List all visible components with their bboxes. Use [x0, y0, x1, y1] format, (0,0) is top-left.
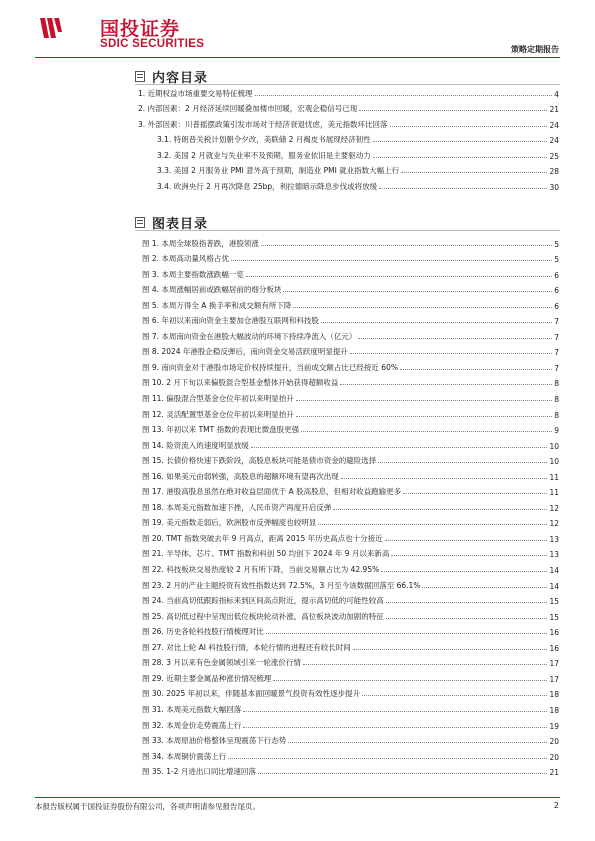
figure-entry-page: 8: [554, 379, 559, 389]
dot-leader: [255, 95, 553, 96]
figure-entry-label: 图 34. 本周铜价震荡上行: [142, 751, 227, 761]
dot-leader: [266, 633, 548, 634]
figure-entry[interactable]: [142, 420, 559, 436]
figure-entry-page: 6: [554, 301, 559, 311]
dot-leader: [386, 618, 548, 619]
figure-entry-label: 图 27. 对比上轮 AI 科技股行情，本轮行情的进程还有较长时间: [142, 642, 351, 652]
figure-entry-label: 图 3. 本周主要指数涨跌幅一览: [142, 269, 244, 279]
toc-subentry[interactable]: [138, 130, 559, 146]
figure-entry-page: 11: [549, 488, 559, 498]
figure-entry[interactable]: [142, 559, 559, 575]
figure-entry[interactable]: [142, 451, 559, 467]
contents-list: [138, 83, 559, 192]
dot-leader: [231, 260, 552, 261]
dot-leader: [288, 742, 547, 743]
toc-entry-page: 24: [549, 136, 559, 145]
figure-entry-page: 6: [554, 286, 559, 296]
dot-leader: [341, 478, 548, 479]
toc-entry-label: 1. 近期权益市场重要交易特征梳理: [138, 88, 253, 98]
figure-entry-label: 图 23. 2 月的产业主题投资有效性指数达到 72.5%，3 月至今该数据回落至 66.1%: [142, 580, 421, 590]
figure-entry-page: 21: [549, 768, 559, 778]
dot-leader: [246, 276, 552, 277]
figure-entry-page: 7: [554, 332, 559, 342]
figure-entry-label: 图 11. 偏股混合型基金仓位年初以来明显抬升: [142, 394, 294, 404]
figure-entry-label: 图 33. 本周原油价格整体呈现震荡下行态势: [142, 736, 287, 746]
toc-entry-label: 3. 外部因素：川普摇摆政策引发市场对于经济衰退忧虑，美元指数环比回落: [138, 119, 388, 129]
figure-entry-label: 图 24. 当前高切低跟踪指标来到区间高点附近，提示高切低的可能性较高: [142, 596, 384, 606]
figure-entry-label: 图 4. 本周涨幅居前或跌幅居前的细分板块: [142, 285, 282, 295]
figure-entry-page: 16: [549, 643, 559, 653]
figure-entry-page: 12: [549, 503, 559, 513]
figure-entry-label: 图 32. 本周金价走势震荡上行: [142, 720, 242, 730]
dot-leader: [385, 540, 548, 541]
dot-leader: [350, 353, 552, 354]
dot-leader: [258, 773, 548, 774]
footer-divider: [35, 797, 560, 798]
figure-entry-page: 20: [549, 737, 559, 747]
brand-name-cn: 国投证券: [100, 18, 181, 40]
dot-leader: [378, 462, 547, 463]
figure-entry-label: 图 25. 高切低过程中呈现出低位板块轮动补涨，高位板块波动加剧的特征: [142, 611, 384, 621]
dot-leader: [381, 571, 547, 572]
figure-entry-page: 5: [554, 255, 559, 265]
figure-entry[interactable]: [142, 264, 559, 280]
toc-entry-page: 21: [549, 105, 559, 114]
contents-title: 内容目录: [152, 71, 209, 86]
figure-entry-label: 图 7. 本周南向资金在港股大幅波动的环境下持续净流入（亿元）: [142, 331, 357, 341]
page-number: 2: [553, 801, 559, 810]
figure-entry-page: 20: [549, 752, 559, 762]
figure-entry[interactable]: [142, 746, 559, 762]
figure-entry-label: 图 6. 年初以来南向资金主要加仓港股互联网和科技股: [142, 316, 319, 326]
figure-entry[interactable]: [142, 482, 559, 498]
dot-leader: [273, 680, 547, 681]
header-divider: [35, 57, 560, 58]
list-icon: [135, 217, 145, 228]
figure-entry-page: 10: [549, 457, 559, 467]
dot-leader: [296, 400, 553, 401]
figure-entry-page: 7: [554, 363, 559, 373]
brand-name-en: SDIC SECURITIES: [100, 38, 205, 50]
footer-disclaimer: 本报告版权属于国投证券股份有限公司，各项声明请参见报告尾页。: [35, 802, 260, 811]
toc-entry-page: 24: [549, 120, 559, 130]
figure-entry-label: 图 8. 2024 年港股企稳反弹后，南向资金交易活跃度明显提升: [142, 347, 348, 357]
figure-entry[interactable]: [142, 388, 559, 404]
figure-entry[interactable]: [142, 668, 559, 684]
figure-entry-label: 图 15. 长债价格快速下跌阶段，高股息板块可能是债市资金的避险选择: [142, 456, 377, 466]
toc-entry[interactable]: [138, 83, 559, 99]
figure-entry-page: 7: [554, 317, 559, 327]
toc-subentry[interactable]: [138, 145, 559, 161]
figure-entry-label: 图 31. 本周美元指数大幅回落: [142, 704, 242, 714]
dot-leader: [359, 110, 547, 111]
figure-entry-page: 17: [549, 674, 559, 684]
figure-entry[interactable]: [142, 435, 559, 451]
figures-title: 图表目录: [152, 217, 209, 232]
toc-entry-label: 3.1. 特朗普关税计划朝令夕改，美联储 2 月褐皮书展现经济韧性: [157, 135, 371, 144]
toc-entry[interactable]: [138, 114, 559, 130]
dot-leader: [390, 126, 548, 127]
page-header: [0, 0, 595, 62]
figure-entry-page: 9: [554, 426, 559, 436]
figure-entry[interactable]: [142, 591, 559, 607]
toc-entry-page: 28: [549, 167, 559, 176]
figure-entry-label: 图 28. 3 月以来有色金属领域引来一轮涨价行情: [142, 658, 301, 668]
figure-entry-page: 5: [554, 239, 559, 249]
figure-entry-page: 15: [549, 612, 559, 622]
figure-entry-page: 11: [549, 472, 559, 482]
dot-leader: [373, 157, 548, 158]
dot-leader: [243, 727, 547, 728]
toc-entry[interactable]: [138, 99, 559, 115]
figure-entry-page: 17: [549, 659, 559, 669]
dot-leader: [318, 524, 547, 525]
figure-entry[interactable]: [142, 373, 559, 389]
list-icon: [135, 71, 145, 82]
toc-entry-page: 4: [554, 89, 559, 99]
toc-entry-page: 25: [549, 151, 559, 161]
figure-entry-page: 16: [549, 628, 559, 638]
figure-entry[interactable]: [142, 762, 559, 778]
figures-divider: [135, 230, 560, 231]
dot-leader: [321, 322, 552, 323]
figure-entry-page: 7: [554, 348, 559, 358]
dot-leader: [243, 711, 547, 712]
figure-entry-label: 图 9. 南向资金对于港股市场定价权持续提升，当前成交额占比已经接近 60%: [142, 362, 398, 372]
toc-entry-label: 3.4. 欧洲央行 2 月再次降息 25bp，利拉德暗示降息步伐或将放缓: [157, 181, 378, 191]
figure-entry-page: 18: [549, 705, 559, 715]
figure-entry-label: 图 16. 如果美元由弱转强，高股息的超额环境有望再次出现: [142, 471, 339, 481]
figure-entry-page: 19: [549, 721, 559, 731]
figure-entry-page: 8: [554, 395, 559, 405]
figure-entry[interactable]: [142, 528, 559, 544]
figure-entry[interactable]: [142, 497, 559, 513]
dot-leader: [283, 291, 552, 292]
figure-entry[interactable]: [142, 326, 559, 342]
dot-leader: [401, 172, 547, 173]
toc-subentry[interactable]: [138, 161, 559, 177]
dot-leader: [340, 384, 552, 385]
dot-leader: [379, 188, 547, 189]
figure-entry-label: 图 29. 近期主要金属品种涨价情况梳理: [142, 673, 272, 683]
dot-leader: [303, 664, 548, 665]
figure-entry[interactable]: [142, 715, 559, 731]
dot-leader: [261, 245, 552, 246]
figure-entry-page: 13: [549, 550, 559, 560]
figure-entry-label: 图 22. 科技板块交易热度较 2 月有所下降，当前交易额占比为 42.95%: [142, 565, 380, 575]
dot-leader: [353, 649, 548, 650]
figure-entry-page: 12: [549, 519, 559, 529]
figure-entry-label: 图 18. 本周美元指数加速下挫，人民币资产再度开启反弹: [142, 502, 332, 512]
dot-leader: [403, 493, 547, 494]
figure-entry-label: 图 13. 年初以来 TMT 指数的表现比微盘股更强: [142, 425, 300, 435]
dot-leader: [333, 509, 547, 510]
figure-entry-label: 图 21. 半导体、芯片、TMT 指数和科创 50 均创下 2024 年 9 月以来新高: [142, 549, 390, 559]
dot-leader: [296, 416, 553, 417]
figure-entry-page: 18: [549, 690, 559, 700]
figure-entry-page: 13: [549, 534, 559, 544]
figure-entry-label: 图 19. 美元指数走弱后，欧洲股市反弹幅度也较明显: [142, 518, 317, 528]
figure-entry-label: 图 1. 本周全球股指普跌，港股领涨: [142, 238, 259, 248]
toc-entry-page: 30: [549, 182, 559, 192]
dot-leader: [362, 695, 547, 696]
figure-entry[interactable]: [142, 233, 559, 249]
figures-list: [142, 233, 559, 777]
figure-entry[interactable]: [142, 513, 559, 529]
figure-entry-label: 图 12. 灵活配置型基金仓位年初以来明显抬升: [142, 409, 294, 419]
figure-entry-page: 10: [549, 441, 559, 451]
dot-leader: [422, 587, 547, 588]
sdic-logo-icon: [38, 14, 62, 42]
figure-entry[interactable]: [142, 606, 559, 622]
figure-entry-label: 图 2. 本周高动量风格占优: [142, 254, 229, 264]
figure-entry[interactable]: [142, 311, 559, 327]
figure-entry-label: 图 5. 本周万得全 A 换手率和成交额有所下降: [142, 300, 292, 310]
figure-entry-label: 图 17. 港股高股息虽然在绝对收益层面优于 A 股高股息，但相对收益跑输更多: [142, 487, 402, 497]
figure-entry[interactable]: [142, 295, 559, 311]
figure-entry[interactable]: [142, 249, 559, 265]
figure-entry-page: 6: [554, 270, 559, 280]
figure-entry[interactable]: [142, 342, 559, 358]
dot-leader: [301, 431, 552, 432]
figure-entry[interactable]: [142, 731, 559, 747]
figure-entry-page: 14: [549, 566, 559, 576]
figure-entry[interactable]: [142, 637, 559, 653]
dot-leader: [391, 555, 547, 556]
figure-entry-label: 图 10. 2 月下旬以来偏股混合型基金整体开始获得超额收益: [142, 378, 339, 388]
figure-entry[interactable]: [142, 357, 559, 373]
toc-subentry[interactable]: [138, 176, 559, 192]
figure-entry-page: 14: [549, 581, 559, 591]
figure-entry[interactable]: [142, 404, 559, 420]
figure-entry[interactable]: [142, 699, 559, 715]
figure-entry-label: 图 30. 2025 年初以来，伴随基本面回暖景气投资有效性逐步提升: [142, 689, 361, 699]
figure-entry[interactable]: [142, 653, 559, 669]
dot-leader: [373, 141, 548, 142]
figure-entry-label: 图 35. 1-2 月进出口同比增速回落: [142, 767, 256, 777]
figure-entry-label: 图 26. 历史各轮科技股行情梳理对比: [142, 627, 264, 637]
figure-entry[interactable]: [142, 575, 559, 591]
figure-entry[interactable]: [142, 466, 559, 482]
toc-entry-label: 2. 内部因素：2 月经济延续回暖叠加楼市回暖，宏观企稳信号已现: [138, 104, 358, 113]
dot-leader: [400, 369, 552, 370]
toc-entry-label: 3.2. 美国 2 月就业与失业率不及预期，服务业依旧是主要驱动力: [157, 150, 371, 160]
figure-entry-label: 图 20. TMT 指数突破去年 9 月高点，距离 2015 年历史高点也十分接近: [142, 533, 383, 543]
figure-entry-label: 图 14. 险资流入的速度明显放缓: [142, 440, 249, 450]
toc-entry-label: 3.3. 美国 2 月服务业 PMI 意外高于预期，制造业 PMI 就业指数大幅上行: [157, 166, 400, 175]
dot-leader: [228, 758, 547, 759]
figure-entry-page: 15: [549, 597, 559, 607]
figure-entry[interactable]: [142, 622, 559, 638]
figure-entry[interactable]: [142, 544, 559, 560]
dot-leader: [386, 602, 548, 603]
report-type-label: 策略定期报告: [511, 45, 559, 54]
figure-entry-page: 8: [554, 410, 559, 420]
dot-leader: [251, 447, 548, 448]
figure-entry[interactable]: [142, 684, 559, 700]
figure-entry[interactable]: [142, 280, 559, 296]
dot-leader: [293, 307, 552, 308]
dot-leader: [358, 338, 552, 339]
